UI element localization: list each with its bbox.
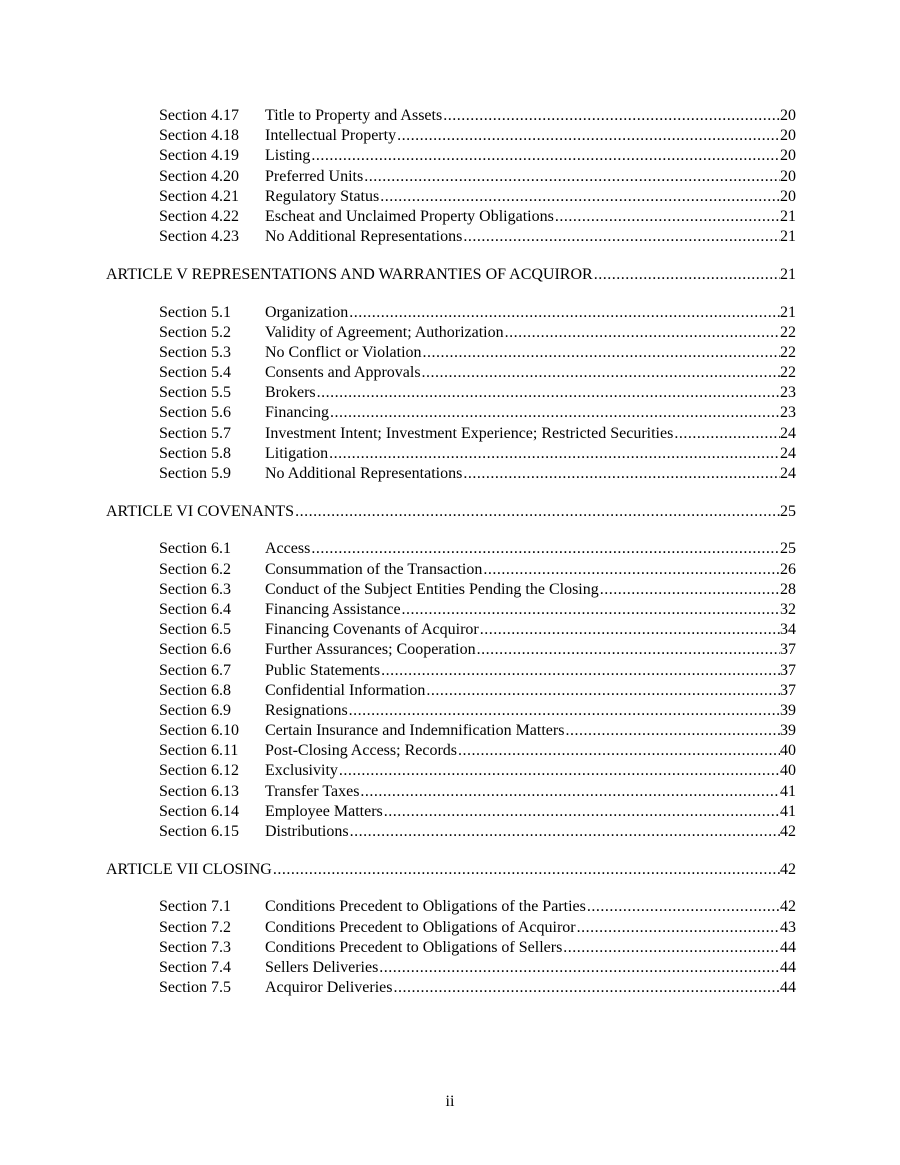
toc-entry-page: 24 [780, 444, 796, 462]
toc-entry-title: Post-Closing Access; Records [265, 741, 458, 761]
section-number: Section 5.8 [159, 444, 231, 462]
toc-entry-title: Regulatory Status [265, 187, 380, 207]
toc-entry-leader [265, 958, 796, 978]
section-number: Section 6.4 [159, 600, 231, 618]
toc-entry-page: 44 [780, 958, 796, 976]
toc-entry-leader [265, 323, 796, 343]
toc-section-row[interactable] [0, 167, 900, 187]
toc-section-row[interactable] [0, 761, 900, 781]
toc-section-row[interactable] [0, 802, 900, 822]
toc-entry-page: 37 [780, 641, 796, 659]
toc-section-row[interactable] [0, 403, 900, 423]
toc-section-row[interactable] [0, 620, 900, 640]
toc-entry-page: 34 [780, 621, 796, 639]
dot-leader [463, 464, 780, 484]
toc-entry-title: Listing [265, 146, 311, 166]
toc-entry-title: Financing Assistance [265, 600, 402, 620]
toc-section-row[interactable] [0, 146, 900, 166]
toc-entry-page: 37 [780, 661, 796, 679]
toc-entry-page: 21 [780, 228, 796, 246]
toc-entry-title: Conditions Precedent to Obligations of Acquiror [265, 918, 577, 938]
dot-leader [295, 502, 780, 522]
dot-leader [423, 343, 780, 363]
toc-entry-title: Consents and Approvals [265, 363, 422, 383]
toc-entry-title: Sellers Deliveries [265, 958, 379, 978]
dot-leader [402, 600, 780, 620]
toc-entry-leader [265, 701, 796, 721]
section-number: Section 5.2 [159, 323, 231, 341]
toc-entry-title: Investment Intent; Investment Experience; Restricted Securities [265, 424, 674, 444]
toc-entry-leader [265, 424, 796, 444]
toc-entry-leader [265, 640, 796, 660]
dot-leader [563, 938, 780, 958]
toc-entry-page: 40 [780, 762, 796, 780]
toc-entry-title: Financing [265, 403, 330, 423]
toc-group-article-iv-continued [0, 106, 900, 247]
toc-section-row[interactable] [0, 539, 900, 559]
toc-entry-title: Certain Insurance and Indemnification Matters [265, 721, 565, 741]
dot-leader [477, 640, 780, 660]
dot-leader [381, 661, 780, 681]
toc-entry-title: Transfer Taxes [265, 782, 360, 802]
toc-entry-title: No Conflict or Violation [265, 343, 423, 363]
dot-leader [311, 539, 780, 559]
toc-section-row[interactable] [0, 918, 900, 938]
section-number: Section 6.8 [159, 681, 231, 699]
dot-leader [317, 383, 780, 403]
dot-leader [380, 187, 780, 207]
toc-entry-leader [265, 444, 796, 464]
toc-section-row[interactable] [0, 424, 900, 444]
toc-entry-title: Access [265, 539, 311, 559]
section-number: Section 7.5 [159, 979, 231, 997]
toc-section-row[interactable] [0, 640, 900, 660]
toc-section-row[interactable] [0, 363, 900, 383]
toc-entry-title: ARTICLE VII CLOSING [106, 860, 273, 880]
toc-section-row[interactable] [0, 187, 900, 207]
toc-entry-leader [265, 227, 796, 247]
toc-section-row[interactable] [0, 343, 900, 363]
toc-entry-leader [265, 782, 796, 802]
toc-article-group [0, 502, 900, 842]
toc-entry-page: 25 [780, 503, 796, 521]
toc-section-row[interactable] [0, 741, 900, 761]
dot-leader [397, 126, 780, 146]
toc-entry-leader [265, 978, 796, 998]
toc-entry-leader [265, 761, 796, 781]
section-number: Section 6.3 [159, 580, 231, 598]
section-number: Section 7.2 [159, 918, 231, 936]
section-number: Section 6.10 [159, 722, 239, 740]
page-number: ii [445, 1093, 455, 1110]
toc-entry-leader [265, 620, 796, 640]
toc-entry-page: 24 [780, 424, 796, 442]
toc-section-row[interactable] [0, 227, 900, 247]
toc-entry-leader [265, 600, 796, 620]
toc-entry-leader [106, 265, 796, 285]
toc-entry-leader [265, 106, 796, 126]
dot-leader [311, 146, 780, 166]
toc-section-row[interactable] [0, 560, 900, 580]
toc-section-row[interactable] [0, 383, 900, 403]
section-number: Section 5.6 [159, 404, 231, 422]
toc-entry-page: 44 [780, 979, 796, 997]
toc-entry-leader [265, 661, 796, 681]
toc-entry-leader [106, 502, 796, 522]
toc-entry-page: 22 [780, 364, 796, 382]
toc-entry-leader [265, 167, 796, 187]
toc-entry-title: Further Assurances; Cooperation [265, 640, 477, 660]
toc-entry-page: 21 [780, 303, 796, 321]
toc-section-row[interactable] [0, 721, 900, 741]
section-number: Section 5.4 [159, 364, 231, 382]
dot-leader [426, 681, 780, 701]
toc-entry-title: No Additional Representations [265, 227, 463, 247]
dot-leader [364, 167, 780, 187]
toc-entry-page: 20 [780, 187, 796, 205]
section-number: Section 4.19 [159, 147, 239, 165]
dot-leader [594, 265, 780, 285]
dot-leader [379, 958, 780, 978]
table-of-contents [0, 106, 900, 998]
toc-entry-title: Exclusivity [265, 761, 339, 781]
dot-leader [600, 580, 780, 600]
dot-leader [505, 323, 780, 343]
dot-leader [394, 978, 780, 998]
dot-leader [483, 560, 780, 580]
section-number: Section 6.14 [159, 802, 239, 820]
section-number: Section 4.18 [159, 127, 239, 145]
toc-entry-leader [265, 802, 796, 822]
toc-entry-title: Litigation [265, 444, 329, 464]
toc-entry-leader [265, 560, 796, 580]
toc-entry-leader [265, 681, 796, 701]
toc-entry-leader [265, 303, 796, 323]
toc-entry-title: Distributions [265, 822, 350, 842]
toc-section-row[interactable] [0, 958, 900, 978]
toc-entry-title: Escheat and Unclaimed Property Obligations [265, 207, 555, 227]
dot-leader [384, 802, 780, 822]
dot-leader [480, 620, 780, 640]
toc-entry-title: Title to Property and Assets [265, 106, 443, 126]
toc-entry-leader [265, 207, 796, 227]
toc-entry-leader [265, 918, 796, 938]
toc-article-row[interactable] [0, 860, 900, 880]
section-number: Section 5.3 [159, 343, 231, 361]
toc-entry-page: 26 [780, 560, 796, 578]
toc-entry-page: 21 [780, 207, 796, 225]
toc-entry-title: Public Statements [265, 661, 381, 681]
toc-section-row[interactable] [0, 323, 900, 343]
toc-entry-page: 21 [780, 266, 796, 284]
toc-entry-page: 44 [780, 938, 796, 956]
toc-entry-page: 20 [780, 147, 796, 165]
toc-entry-page: 41 [780, 802, 796, 820]
toc-entry-title: Conditions Precedent to Obligations of Sellers [265, 938, 563, 958]
toc-section-row[interactable] [0, 207, 900, 227]
dot-leader [674, 424, 780, 444]
toc-entry-leader [265, 464, 796, 484]
dot-leader [360, 782, 780, 802]
toc-entry-page: 22 [780, 323, 796, 341]
toc-entry-title: Consummation of the Transaction [265, 560, 483, 580]
toc-entry-page: 40 [780, 742, 796, 760]
toc-article-row[interactable] [0, 502, 900, 522]
dot-leader [339, 761, 780, 781]
section-number: Section 5.9 [159, 465, 231, 482]
toc-entry-title: Confidential Information [265, 681, 426, 701]
dot-leader [422, 363, 780, 383]
toc-entry-title: ARTICLE VI COVENANTS [106, 502, 295, 522]
toc-section-row[interactable] [0, 782, 900, 802]
toc-entry-title: Employee Matters [265, 802, 384, 822]
dot-leader [458, 741, 780, 761]
toc-entry-page: 32 [780, 600, 796, 618]
toc-entry-title: Validity of Agreement; Authorization [265, 323, 505, 343]
toc-entry-leader [265, 721, 796, 741]
section-number: Section 6.6 [159, 641, 231, 659]
section-number: Section 4.21 [159, 187, 239, 205]
toc-entry-title: Acquiror Deliveries [265, 978, 394, 998]
dot-leader [587, 897, 780, 917]
toc-list [0, 106, 900, 998]
toc-entry-page: 42 [780, 823, 796, 840]
toc-entry-leader [265, 363, 796, 383]
toc-article-group [0, 860, 900, 998]
section-number: Section 6.15 [159, 823, 239, 840]
toc-entry-leader [106, 860, 796, 880]
section-number: Section 5.7 [159, 424, 231, 442]
toc-entry-leader [265, 343, 796, 363]
dot-leader [443, 106, 780, 126]
toc-entry-leader [265, 897, 796, 917]
dot-leader [349, 303, 780, 323]
section-number: Section 4.20 [159, 167, 239, 185]
section-number: Section 6.5 [159, 621, 231, 639]
dot-leader [577, 918, 780, 938]
toc-entry-title: No Additional Representations [265, 464, 463, 484]
toc-entry-leader [265, 580, 796, 600]
section-number: Section 4.23 [159, 228, 239, 246]
toc-entry-leader [265, 187, 796, 207]
toc-entry-page: 20 [780, 167, 796, 185]
toc-entry-title: ARTICLE V REPRESENTATIONS AND WARRANTIES OF ACQUIROR [106, 265, 594, 285]
section-number: Section 7.3 [159, 938, 231, 956]
toc-entry-page: 23 [780, 384, 796, 402]
toc-entry-leader [265, 938, 796, 958]
toc-entry-page: 20 [780, 127, 796, 145]
toc-section-row[interactable] [0, 938, 900, 958]
toc-section-row[interactable] [0, 303, 900, 323]
dot-leader [555, 207, 780, 227]
toc-entry-title: Preferred Units [265, 167, 364, 187]
toc-entry-page: 22 [780, 343, 796, 361]
section-number: Section 6.13 [159, 782, 239, 800]
section-number: Section 7.1 [159, 898, 231, 916]
toc-section-row[interactable] [0, 897, 900, 917]
toc-section-row[interactable] [0, 106, 900, 126]
toc-entry-page: 37 [780, 681, 796, 699]
toc-article-row[interactable] [0, 265, 900, 285]
toc-section-row[interactable] [0, 580, 900, 600]
section-number: Section 6.11 [159, 742, 239, 760]
toc-section-row[interactable] [0, 464, 900, 484]
dot-leader [273, 860, 780, 880]
toc-entry-page: 23 [780, 404, 796, 422]
toc-entry-page: 41 [780, 782, 796, 800]
toc-entry-title: Conduct of the Subject Entities Pending the Closing [265, 580, 600, 600]
toc-entry-page: 42 [780, 861, 796, 879]
dot-leader [330, 403, 780, 423]
dot-leader [349, 701, 780, 721]
toc-entry-leader [265, 403, 796, 423]
dot-leader [329, 444, 780, 464]
section-number: Section 4.22 [159, 207, 239, 225]
toc-article-group [0, 265, 900, 484]
toc-entry-title: Conditions Precedent to Obligations of the Parties [265, 897, 587, 917]
toc-section-row[interactable] [0, 126, 900, 146]
toc-section-row[interactable] [0, 444, 900, 464]
section-number: Section 5.1 [159, 303, 231, 321]
toc-entry-leader [265, 822, 796, 842]
section-number: Section 6.1 [159, 540, 231, 558]
toc-entry-leader [265, 126, 796, 146]
toc-entry-page: 43 [780, 918, 796, 936]
toc-entry-page: 42 [780, 898, 796, 916]
section-number: Section 6.9 [159, 701, 231, 719]
toc-entry-title: Organization [265, 303, 349, 323]
toc-entry-leader [265, 146, 796, 166]
toc-entry-page: 25 [780, 540, 796, 558]
toc-entry-page: 39 [780, 722, 796, 740]
dot-leader [350, 822, 780, 842]
toc-entry-leader [265, 539, 796, 559]
section-number: Section 5.5 [159, 384, 231, 402]
toc-entry-leader [265, 383, 796, 403]
toc-entry-title: Financing Covenants of Acquiror [265, 620, 480, 640]
toc-section-row[interactable] [0, 701, 900, 721]
section-number: Section 6.12 [159, 762, 239, 780]
toc-entry-page: 39 [780, 701, 796, 719]
section-number: Section 6.2 [159, 560, 231, 578]
dot-leader [565, 721, 780, 741]
toc-entry-leader [265, 741, 796, 761]
dot-leader [463, 227, 780, 247]
toc-entry-page: 20 [780, 107, 796, 124]
toc-section-row[interactable] [0, 661, 900, 681]
toc-entry-title: Brokers [265, 383, 317, 403]
toc-entry-title: Intellectual Property [265, 126, 397, 146]
toc-entry-page: 28 [780, 580, 796, 598]
section-number: Section 6.7 [159, 661, 231, 679]
toc-section-row[interactable] [0, 978, 900, 998]
toc-section-row[interactable] [0, 822, 900, 842]
toc-section-row[interactable] [0, 600, 900, 620]
toc-entry-title: Resignations [265, 701, 349, 721]
toc-entry-page: 24 [780, 465, 796, 482]
section-number: Section 4.17 [159, 107, 239, 124]
section-number: Section 7.4 [159, 958, 231, 976]
toc-section-row[interactable] [0, 681, 900, 701]
